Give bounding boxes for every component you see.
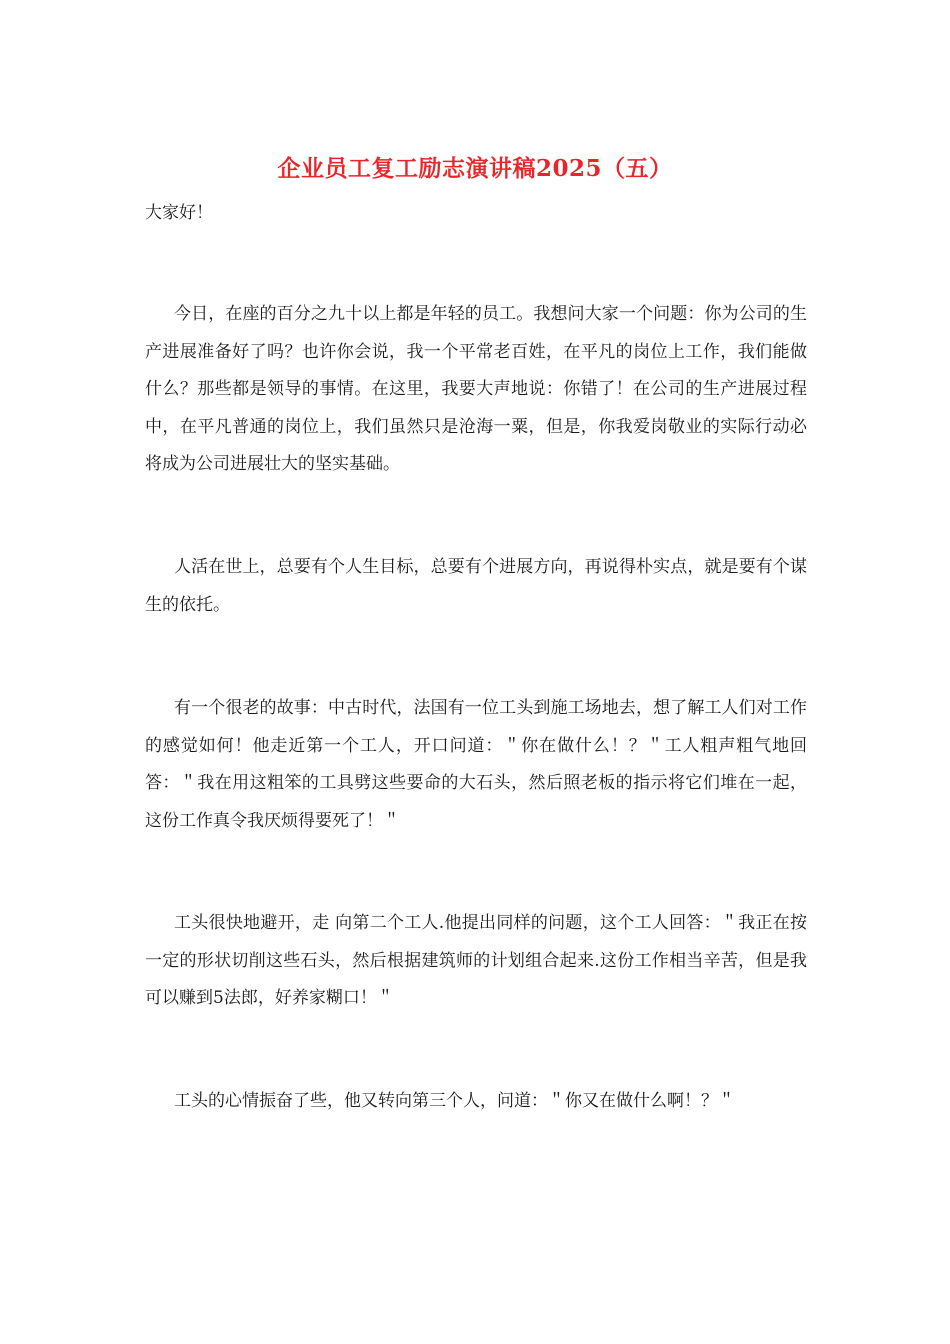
paragraph: 人活在世上，总要有个人生目标，总要有个进展方向，再说得朴实点，就是要有个谋生的依托。 (145, 557, 807, 615)
greeting: 大家好！ (145, 203, 213, 223)
paragraph: 工头的心情振奋了些，他又转向第三个人，问道：＂你又在做什么啊！？＂ (174, 1091, 735, 1111)
paragraph: 工头很快地避开，走 向第二个工人.他提出同样的问题，这个工人回答：＂我正在按一定的形状切削这些石头，然后根据建筑师的计划组合起来.这份工作相当辛苦，但是我可以赚到5法郎，好养家糊口！＂ (145, 913, 807, 1008)
paragraph: 今日，在座的百分之九十以上都是年轻的员工。我想问大家一个问题：你为公司的生产进展准备好了吗？也许你会说，我一个平常老百姓，在平凡的岗位上工作，我们能做什么？那些都是领导的事情。在这里，我要大声地说：你错了！在公司的生产进展过程中，在平凡普通的岗位上，我们虽然只是沧海一粟，但是，你我爱岗敬业的实际行动必将成为公司进展壮大的坚实基础。 (145, 304, 807, 474)
paragraph: 有一个很老的故事：中古时代，法国有一位工头到施工场地去，想了解工人们对工作的感觉如何！他走近第一个工人，开口问道：＂你在做什么！？＂工人粗声粗气地回答：＂我在用这粗笨的工具劈这些要命的大石头，然后照老板的指示将它们堆在一起，这份工作真令我厌烦得要死了！＂ (145, 698, 807, 831)
document-title: 企业员工复工励志演讲稿2025（五） (277, 155, 673, 182)
